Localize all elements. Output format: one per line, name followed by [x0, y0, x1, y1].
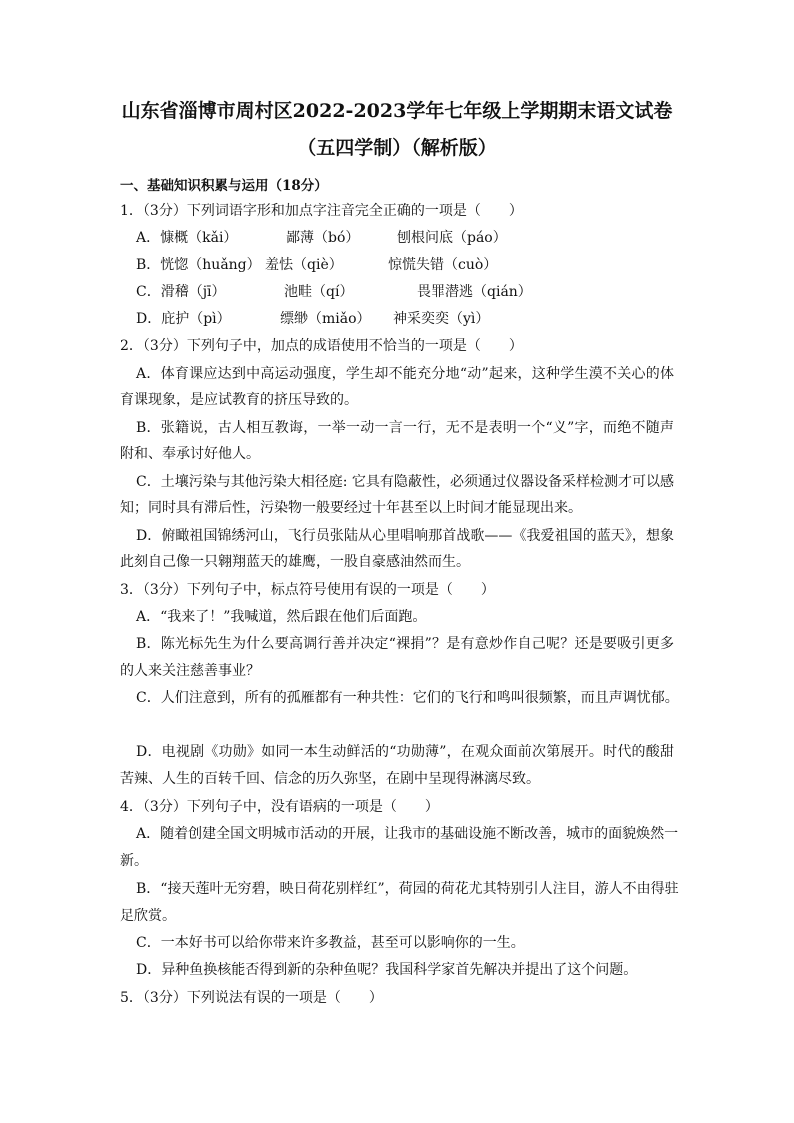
q3-option-b-line1: B．陈光标先生为什么要高调行善并决定“裸捐”？是有意炒作自己呢？还是要吸引更多: [136, 636, 674, 652]
q1-option-d-word3: 神采奕奕（yì）: [393, 311, 490, 327]
question-4-stem: 4．（3分）下列句子中，没有语病的一项是（ ）: [120, 799, 439, 815]
q2-option-b-line2: 附和、奉承讨好他人。: [120, 446, 260, 462]
q1-option-b-word1: B．恍惚（huǎng）: [136, 257, 261, 273]
q2-option-a-line2: 育课现象，是应试教育的挤压导致的。: [120, 392, 358, 408]
q2-option-a-line1: A．体育课应达到中高运动强度，学生却不能充分地“动”起来，这种学生漠不关心的体: [136, 366, 674, 382]
q4-option-c: C．一本好书可以给你带来许多教益，甚至可以影响你的一生。: [136, 935, 525, 951]
q3-option-d-line2: 苦辣、人生的百转千回、信念的历久弥坚，在剧中呈现得淋漓尽致。: [120, 771, 540, 787]
page-title: 山东省淄博市周村区2022-2023学年七年级上学期期末语文试卷: [121, 100, 673, 122]
q1-option-c-word1: C．滑稽（jī）: [136, 284, 226, 300]
q2-option-b-line1: B．张籍说，古人相互教诲，一举一动一言一行，无不是表明一个“义”字，而绝不随声: [136, 420, 674, 436]
question-2-stem: 2．（3分）下列句子中，加点的成语使用不恰当的一项是（ ）: [120, 338, 523, 354]
question-3-stem: 3．（3分）下列句子中，标点符号使用有误的一项是（ ）: [120, 582, 495, 598]
q4-option-a-line1: A．随着创建全国文明城市活动的开展，让我市的基础设施不断改善，城市的面貌焕然一: [136, 826, 679, 842]
q1-option-a-word2: 鄙薄（bó）: [286, 230, 360, 246]
question-1-stem: 1．（3分）下列词语字形和加点字注音完全正确的一项是（ ）: [120, 203, 523, 219]
q4-option-d: D．异种鱼换核能否得到新的杂种鱼呢？我国科学家首先解决并提出了这个问题。: [136, 962, 638, 978]
q1-option-a-word1: A．慷概（kǎi）: [136, 230, 238, 246]
q3-option-a: A．“我来了！”我喊道，然后跟在他们后面跑。: [136, 609, 427, 625]
q1-option-d-word2: 缥缈（miǎo）: [280, 311, 371, 327]
q2-option-d-line2: 此刻自己像一只翱翔蓝天的雄鹰，一股自豪感油然而生。: [120, 554, 470, 570]
q4-option-b-line1: B．“接天莲叶无穷碧，映日荷花别样红”，荷园的荷花尤其特别引人注目，游人不由得驻: [136, 881, 679, 897]
q1-option-b-word3: 惊慌失错（cuò）: [388, 257, 498, 273]
question-5-stem: 5．（3分）下列说法有误的一项是（ ）: [120, 990, 383, 1006]
q1-option-d-word1: D．庇护（pì）: [136, 311, 231, 327]
page-subtitle: （五四学制）（解析版）: [297, 137, 497, 159]
q4-option-a-line2: 新。: [120, 853, 148, 869]
q3-option-c: C．人们注意到，所有的孤雁都有一种共性：它们的飞行和鸣叫很频繁，而且声调忧郁。: [136, 690, 679, 706]
q1-option-c-word2: 池畦（qí）: [284, 284, 354, 300]
q3-option-d-line1: D．电视剧《功勋》如同一本生动鲜活的“功勋薄”，在观众面前次第展开。时代的酸甜: [136, 744, 674, 760]
q4-option-b-line2: 足欣赏。: [120, 908, 176, 924]
q1-option-b-word2: 羞怯（qiè）: [265, 257, 343, 273]
q2-option-d-line1: D．俯瞰祖国锦绣河山，飞行员张陆从心里唱响那首战歌——《我爱祖国的蓝天》，想象: [136, 528, 674, 544]
q2-option-c-line2: 知；同时具有滞后性，污染物一般要经过十年甚至以上时间才能显现出来。: [120, 500, 582, 516]
q2-option-c-line1: C．土壤污染与其他污染大相径庭: 它具有隐蔽性，必须通过仪器设备采样检测才可以感: [136, 474, 674, 490]
section-heading: 一、基础知识积累与运用（18分）: [120, 178, 328, 194]
q3-option-b-line2: 的人来关注慈善事业？: [120, 663, 260, 679]
q1-option-a-word3: 刨根问底（páo）: [397, 230, 507, 246]
q1-option-c-word3: 畏罪潜逃（qián）: [417, 284, 532, 300]
